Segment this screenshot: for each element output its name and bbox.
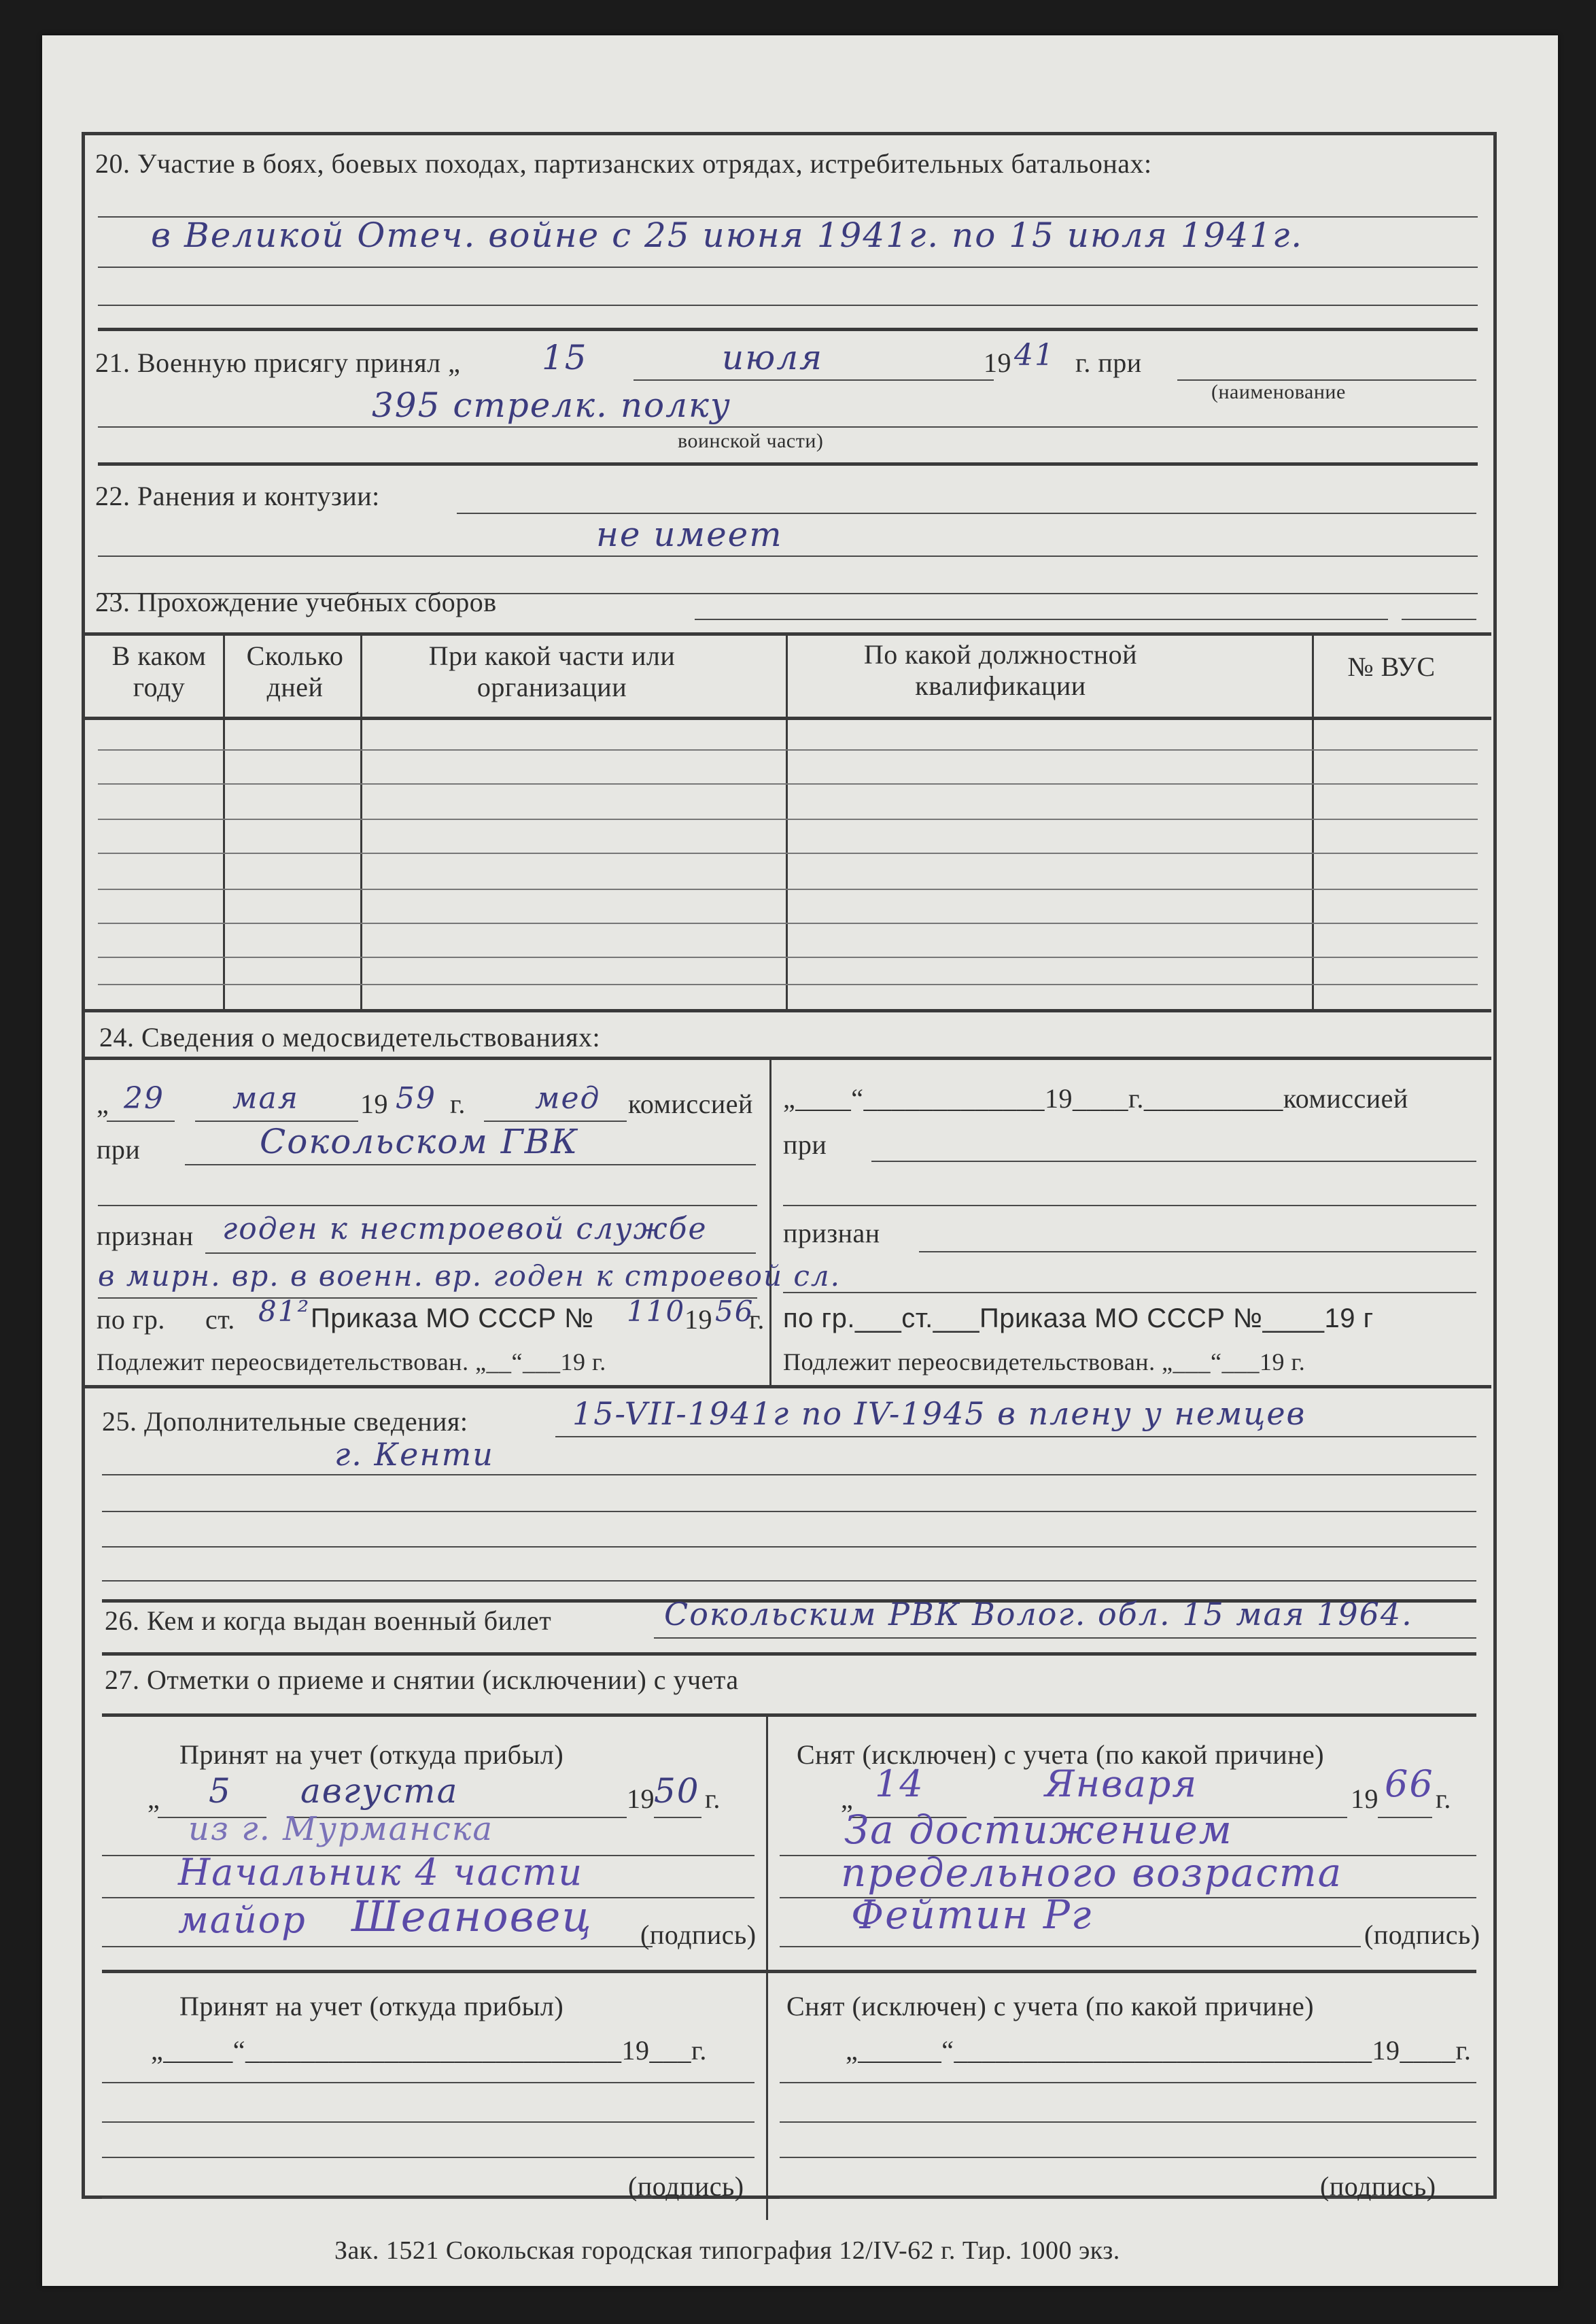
s24-left-prikaz-year-prefix: 19 <box>684 1304 712 1335</box>
s24-right-pri-label: при <box>783 1129 827 1160</box>
s24-left-po-gr: по гр. <box>97 1304 165 1335</box>
s27-remove2-podpis: (подпись) <box>1320 2171 1436 2202</box>
s24-left-day: 29 <box>124 1081 164 1116</box>
s26-label: 26. Кем и когда выдан военный билет <box>105 1605 552 1636</box>
s27-remove1-reason2: предельного возраста <box>841 1849 1343 1896</box>
s23-col-days: Сколько дней <box>246 640 344 702</box>
s21-unit: 395 стрелк. полку <box>372 386 731 425</box>
s27-remove1-podpis: (подпись) <box>1364 1919 1480 1950</box>
s24-left-st-value: 81² <box>258 1295 311 1328</box>
s27-accept1-from: из г. Мурманска <box>188 1810 494 1848</box>
s21-month: июля <box>722 338 824 377</box>
s22-value: не имеет <box>596 515 783 554</box>
s20-label: 20. Участие в боях, боевых походах, партизанских отрядах, истребительных батальонах: <box>95 148 1152 179</box>
s27-remove1-day: 14 <box>875 1762 924 1805</box>
s27-accept1-signer1: Начальник 4 части <box>178 1851 584 1894</box>
s24-right-podlezhit: Подлежит переосвидетельствован. „___“___19 г. <box>783 1348 1306 1375</box>
s27-remove2-date-line: „______“______________________________19____г. <box>846 2035 1472 2066</box>
s23-col-year: В каком году <box>111 640 207 702</box>
s27-accept2-header: Принят на учет (откуда прибыл) <box>179 1991 564 2021</box>
s27-accept1-day: 5 <box>209 1771 232 1811</box>
s27-accept2-date-line: „_____“___________________________19___г. <box>151 2035 707 2066</box>
s24-left-prikaz: Приказа МО СССР № <box>311 1303 594 1333</box>
s27-accept1-signer2: майор <box>178 1898 307 1941</box>
s24-right-date-line: „____“_____________19____г.__________комиссией <box>783 1083 1408 1114</box>
s23-label: 23. Прохождение учебных сборов <box>95 587 497 617</box>
s24-left-prikaz-year: 56 <box>715 1295 754 1328</box>
s27-label: 27. Отметки о приеме и снятии (исключении) с учета <box>105 1664 739 1695</box>
s25-label: 25. Дополнительные сведения: <box>102 1406 468 1437</box>
s24-left-priznan-2: в мирн. вр. в военн. вр. годен к строевой сл. <box>98 1259 841 1293</box>
s21-suffix: г. при <box>1075 347 1142 378</box>
s24-left-pri-label: при <box>97 1134 141 1165</box>
s27-remove1-signer: Фейтин Рг <box>851 1892 1093 1938</box>
s24-left-st: ст. <box>205 1304 235 1335</box>
s27-accept2-podpis: (подпись) <box>628 2171 744 2202</box>
s27-remove1-month: Января <box>1045 1762 1198 1805</box>
s24-left-prikaz-no: 110 <box>627 1295 686 1328</box>
s24-left-priznan-label: признан <box>97 1220 194 1251</box>
s23-col-vus: № ВУС <box>1347 651 1436 682</box>
s24-left-type: мед <box>535 1081 601 1116</box>
s23-col-unit: При какой части или организации <box>428 640 676 702</box>
s21-year: 41 <box>1014 338 1055 373</box>
s21-note1: (наименование <box>1211 381 1346 403</box>
s24-right-priznan-label: признан <box>783 1218 880 1248</box>
s27-accept1-signature: Шеановец <box>351 1892 593 1941</box>
s27-accept1-podpis: (подпись) <box>640 1919 757 1950</box>
s25-value-1: 15-VII-1941г по IV-1945 в плену у немцев <box>572 1395 1306 1432</box>
s24-left-year-prefix: 19 <box>360 1089 388 1119</box>
s24-left-podlezhit: Подлежит переосвидетельствован. „__“___19 г. <box>97 1348 606 1375</box>
s24-left-pri-value: Сокольском ГВК <box>260 1122 579 1161</box>
footer-print-info: Зак. 1521 Сокольская городская типография 12/IV-62 г. Тир. 1000 экз. <box>334 2236 1120 2265</box>
s20-value: в Великой Отеч. войне с 25 июня 1941г. по 15 июля 1941г. <box>151 216 1304 255</box>
s27-remove1-reason1: За достижением <box>844 1807 1233 1853</box>
s22-label: 22. Ранения и контузии: <box>95 481 380 511</box>
s27-remove2-header: Снят (исключен) с учета (по какой причине) <box>786 1991 1315 2021</box>
s24-label: 24. Сведения о медосвидетельствованиях: <box>99 1022 601 1053</box>
s21-label: 21. Военную присягу принял „ <box>95 347 461 378</box>
s27-remove1-g: г. <box>1436 1783 1451 1814</box>
s24-left-year: 59 <box>396 1081 436 1116</box>
s27-accept1-header: Принят на учет (откуда прибыл) <box>179 1739 564 1770</box>
s24-right-po-gr-line: по гр.___ст.___Приказа МО СССР №____19 г <box>783 1303 1374 1333</box>
s27-accept1-month: августа <box>300 1771 459 1811</box>
document-sheet: 20. Участие в боях, боевых походах, партизанских отрядах, истребительных батальонах: в Великой Отеч. войне с 25 июня 1941г. по 15 июля 1941г. 21. Военную присягу принял „ 15 июля 19 41 г. при (наименование 395 стрелк. полку воинской части) 22. Ранения и контузии: не имеет 23. Прохождение учебных сборов В каком году Сколько дней При какой части или организации По какой должностной квалификации № ВУС 24. Сведения о медосвидетельствованиях: „ 29 мая 19 59 г. мед комиссией при Сокольском ГВК признан годен к нестроевой службе в мирн. вр. в военн. вр. годен к строевой сл. по гр. ст. 81² Приказа МО СССР № 110 19 56 г. Подлежит переосвидетельствован. „__“___19 г. „____“_____________19____г.__________комиссией при признан по гр.___ст.___Приказа МО СССР №____19 г Подлежит переосвидетельствован. „___“___19 г. 25. Дополнительные сведения: 15-VII-1941г по IV-1945 в плену у немцев г. Кенти 26. Кем и когда выдан военный билет Сокольским РВК Волог. обл. 15 мая 1964. 27. Отметки о приеме и снятии (исключении) с учета Принят на учет (откуда прибыл) „ 5 августа 19 50 г. из г. Мурманска Начальник 4 части майор Шеановец (подпись) Снят (исключен) с учета (по какой причине) „ 14 Января 19 66 г. За достижением предельного возраста Фейтин Рг (подпись) Принят на учет (откуда прибыл) „_____“___________________________19___г. (подпись) Снят (исключен) с учета (по какой причине) „______“______________________________19____г. (подпись) Зак. 1521 Сокольская городская типография 12/IV-62 г. Тир. 1000 экз. <box>42 35 1558 2286</box>
s24-left-g: г. <box>450 1089 466 1119</box>
s24-left-commission: комиссией <box>628 1089 753 1119</box>
s23-col-qualification: По какой должностной квалификации <box>863 639 1138 701</box>
s27-remove1-header: Снят (исключен) с учета (по какой причине) <box>797 1739 1325 1770</box>
s21-note2: воинской части) <box>678 430 824 452</box>
s27-accept1-year-prefix: 19 <box>627 1783 655 1814</box>
s21-day: 15 <box>542 338 588 377</box>
s26-value: Сокольским РВК Волог. обл. 15 мая 1964. <box>664 1596 1413 1633</box>
s25-value-2: г. Кенти <box>334 1436 494 1473</box>
s27-remove1-year: 66 <box>1385 1762 1434 1805</box>
s21-year-prefix: 19 <box>984 347 1011 378</box>
s24-left-month: мая <box>232 1081 299 1116</box>
s24-left-g2: г. <box>749 1304 765 1335</box>
s27-remove1-year-prefix: 19 <box>1351 1783 1378 1814</box>
s27-accept1-g: г. <box>705 1783 721 1814</box>
s24-left-priznan-1: годен к нестроевой службе <box>222 1212 708 1246</box>
s27-accept1-year: 50 <box>654 1771 700 1811</box>
